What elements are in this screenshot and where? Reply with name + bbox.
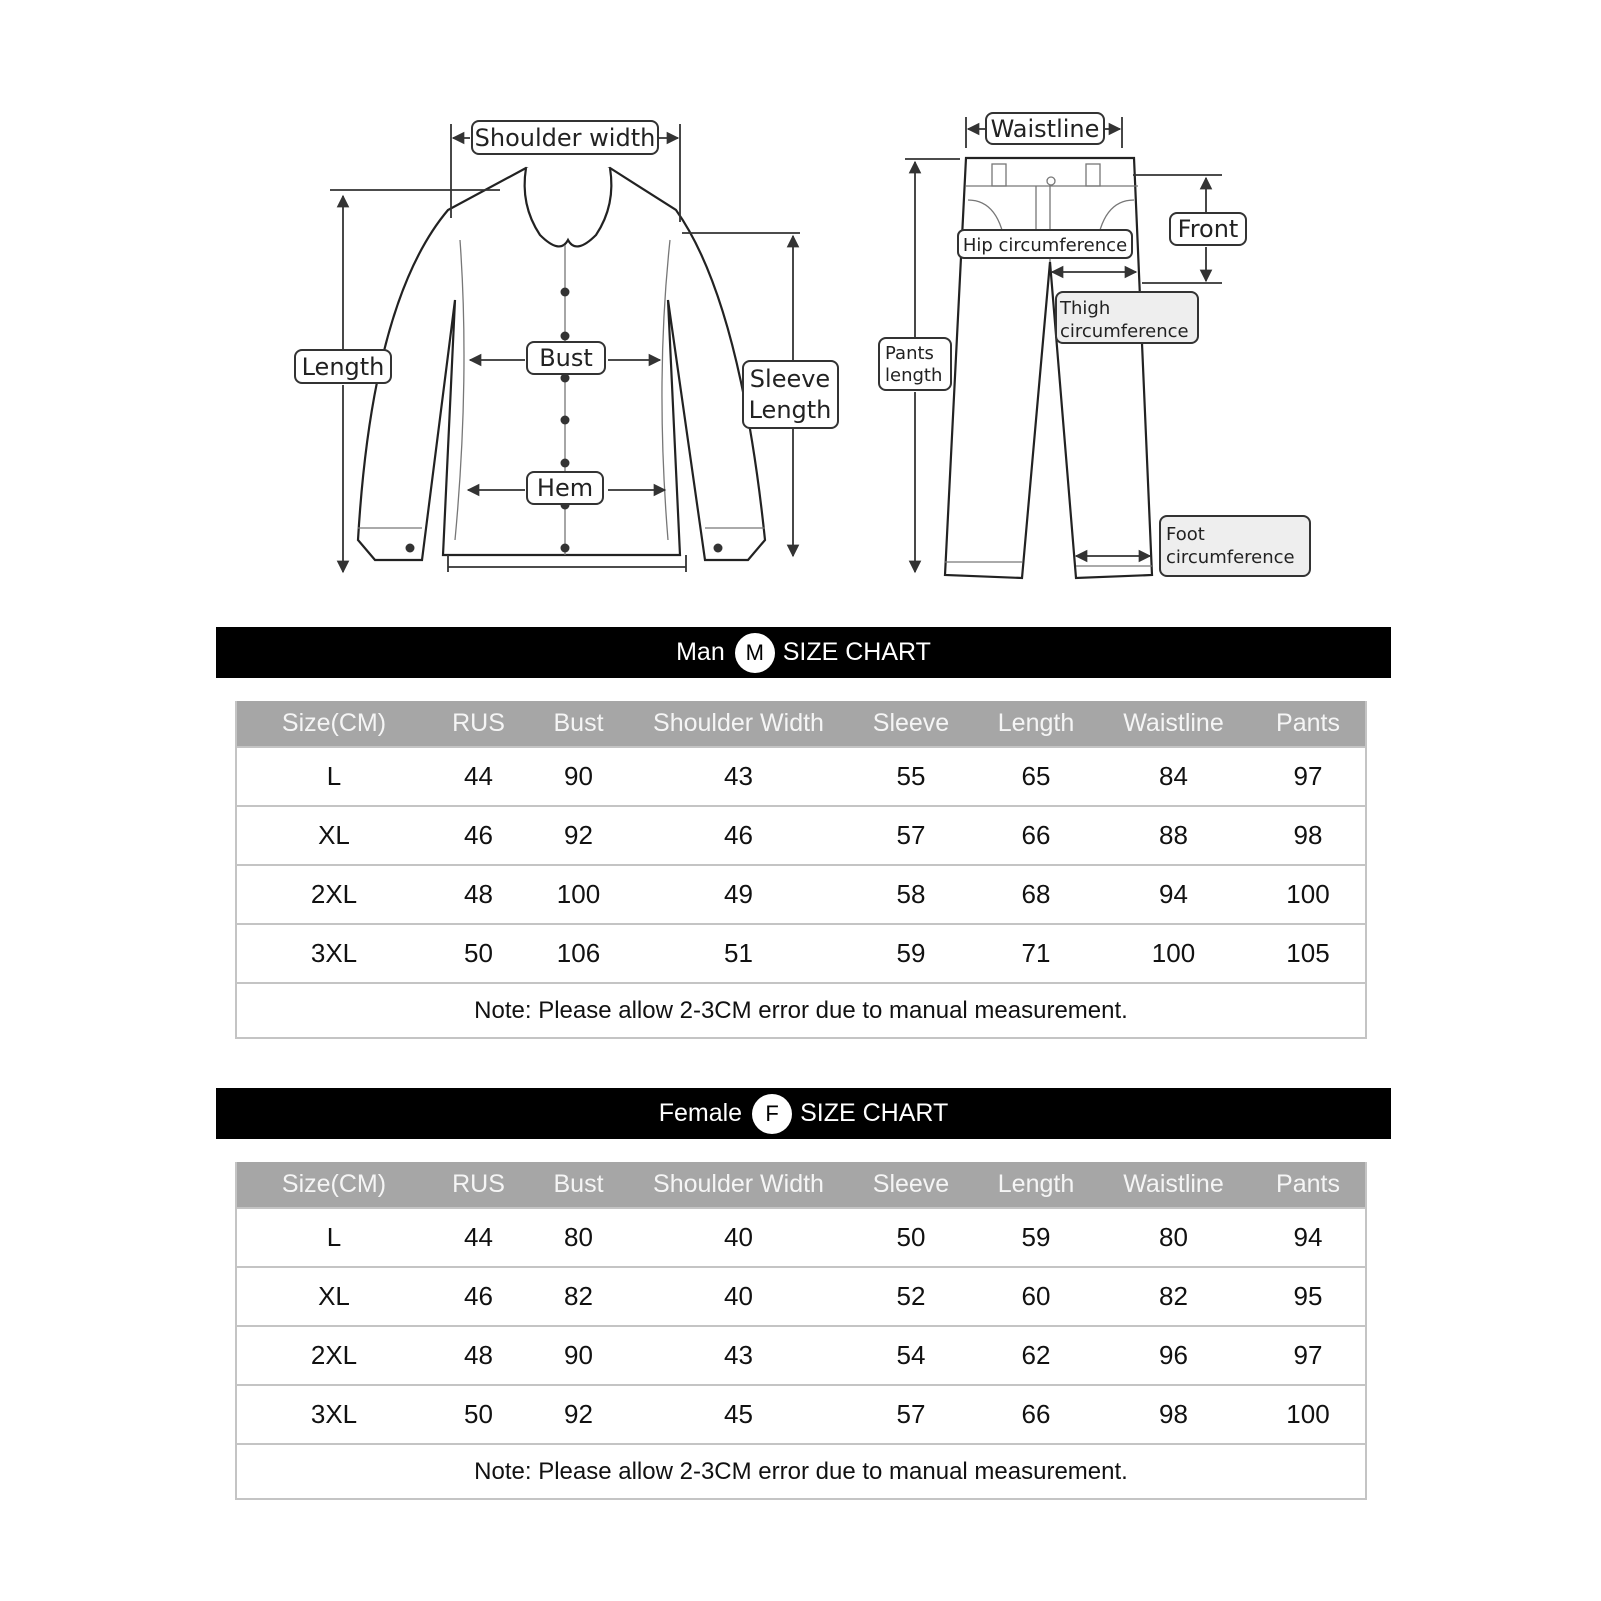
cell-size: 3XL bbox=[236, 1385, 431, 1444]
cell-sleeve: 50 bbox=[846, 1208, 976, 1267]
header-pants: Pants bbox=[1251, 701, 1366, 747]
table-row bbox=[236, 1326, 1366, 1385]
header-bust: Bust bbox=[526, 1162, 631, 1208]
cell-waistline: 82 bbox=[1096, 1267, 1251, 1326]
cell-bust: 90 bbox=[526, 1326, 631, 1385]
cell-shoulder-width: 43 bbox=[631, 747, 846, 806]
cell-bust: 82 bbox=[526, 1267, 631, 1326]
man-size-chart-banner bbox=[216, 627, 1391, 678]
header-pants: Pants bbox=[1251, 1162, 1366, 1208]
cell-rus: 50 bbox=[431, 924, 526, 983]
label-hem bbox=[527, 472, 603, 504]
cell-bust: 90 bbox=[526, 747, 631, 806]
table-row bbox=[236, 1208, 1366, 1267]
female-size-table bbox=[235, 1162, 1367, 1500]
cell-pants: 100 bbox=[1251, 865, 1366, 924]
female-title-prefix: Female bbox=[658, 1099, 743, 1127]
table-row bbox=[236, 924, 1366, 983]
header-length: Length bbox=[976, 701, 1096, 747]
table-row bbox=[236, 1267, 1366, 1326]
pants-illustration bbox=[945, 158, 1152, 578]
female-badge: F bbox=[752, 1094, 792, 1134]
cell-rus: 48 bbox=[431, 1326, 526, 1385]
label-pants-length bbox=[879, 338, 951, 390]
man-note: Note: Please allow 2-3CM error due to manual measurement. bbox=[236, 983, 1366, 1038]
cell-sleeve: 52 bbox=[846, 1267, 976, 1326]
cell-waistline: 98 bbox=[1096, 1385, 1251, 1444]
header-rus: RUS bbox=[431, 1162, 526, 1208]
cell-length: 71 bbox=[976, 924, 1096, 983]
cell-length: 68 bbox=[976, 865, 1096, 924]
header-length: Length bbox=[976, 1162, 1096, 1208]
cell-rus: 50 bbox=[431, 1385, 526, 1444]
cell-rus: 48 bbox=[431, 865, 526, 924]
label-front bbox=[1170, 213, 1246, 245]
cell-bust: 92 bbox=[526, 1385, 631, 1444]
female-title-suffix: SIZE CHART bbox=[800, 1099, 949, 1127]
man-title-suffix: SIZE CHART bbox=[782, 638, 931, 666]
table-row bbox=[236, 806, 1366, 865]
cell-sleeve: 57 bbox=[846, 1385, 976, 1444]
cell-shoulder-width: 43 bbox=[631, 1326, 846, 1385]
cell-shoulder-width: 40 bbox=[631, 1208, 846, 1267]
cell-pants: 97 bbox=[1251, 1326, 1366, 1385]
header-rus: RUS bbox=[431, 701, 526, 747]
label-hip-circumference bbox=[958, 230, 1132, 258]
cell-bust: 100 bbox=[526, 865, 631, 924]
header-shoulder-width: Shoulder Width bbox=[631, 1162, 846, 1208]
cell-size: XL bbox=[236, 806, 431, 865]
header-waistline: Waistline bbox=[1096, 1162, 1251, 1208]
cell-rus: 44 bbox=[431, 747, 526, 806]
cell-waistline: 96 bbox=[1096, 1326, 1251, 1385]
cell-sleeve: 58 bbox=[846, 865, 976, 924]
header-sleeve: Sleeve bbox=[846, 1162, 976, 1208]
label-foot-circumference bbox=[1160, 516, 1310, 576]
svg-text:Waistline: Waistline bbox=[990, 115, 1100, 143]
label-shoulder-width bbox=[472, 121, 658, 154]
cell-pants: 98 bbox=[1251, 806, 1366, 865]
cell-sleeve: 55 bbox=[846, 747, 976, 806]
header-bust: Bust bbox=[526, 701, 631, 747]
cell-length: 62 bbox=[976, 1326, 1096, 1385]
cell-bust: 80 bbox=[526, 1208, 631, 1267]
man-title-prefix: Man bbox=[676, 638, 725, 666]
female-header-row bbox=[236, 1162, 1366, 1208]
table-row bbox=[236, 865, 1366, 924]
cell-pants: 95 bbox=[1251, 1267, 1366, 1326]
table-row bbox=[236, 1385, 1366, 1444]
cell-waistline: 80 bbox=[1096, 1208, 1251, 1267]
female-size-chart-banner bbox=[216, 1088, 1391, 1139]
cell-bust: 92 bbox=[526, 806, 631, 865]
cell-size: XL bbox=[236, 1267, 431, 1326]
cell-shoulder-width: 46 bbox=[631, 806, 846, 865]
svg-text:Foot: Foot bbox=[1166, 524, 1205, 545]
svg-text:Thigh: Thigh bbox=[1060, 298, 1111, 319]
svg-text:Sleeve: Sleeve bbox=[749, 365, 831, 393]
cell-pants: 100 bbox=[1251, 1385, 1366, 1444]
label-thigh-circumference bbox=[1056, 292, 1198, 343]
label-length bbox=[295, 350, 391, 383]
label-sleeve-length bbox=[743, 361, 838, 428]
man-badge: M bbox=[735, 633, 775, 673]
cell-waistline: 100 bbox=[1096, 924, 1251, 983]
cell-size: L bbox=[236, 1208, 431, 1267]
cell-length: 59 bbox=[976, 1208, 1096, 1267]
cell-size: 3XL bbox=[236, 924, 431, 983]
cell-rus: 44 bbox=[431, 1208, 526, 1267]
label-waistline bbox=[986, 113, 1104, 144]
cell-pants: 97 bbox=[1251, 747, 1366, 806]
header-sleeve: Sleeve bbox=[846, 701, 976, 747]
svg-text:Length: Length bbox=[301, 353, 385, 381]
female-note: Note: Please allow 2-3CM error due to manual measurement. bbox=[236, 1444, 1366, 1499]
cell-rus: 46 bbox=[431, 806, 526, 865]
svg-text:Shoulder width: Shoulder width bbox=[474, 124, 656, 152]
man-size-table bbox=[235, 701, 1367, 1039]
cell-sleeve: 59 bbox=[846, 924, 976, 983]
svg-text:Pants: Pants bbox=[885, 343, 934, 364]
cell-length: 65 bbox=[976, 747, 1096, 806]
cell-size: 2XL bbox=[236, 865, 431, 924]
cell-pants: 105 bbox=[1251, 924, 1366, 983]
header-size: Size(CM) bbox=[236, 1162, 431, 1208]
man-note-row bbox=[236, 983, 1366, 1038]
cell-rus: 46 bbox=[431, 1267, 526, 1326]
cell-sleeve: 54 bbox=[846, 1326, 976, 1385]
svg-text:Length: Length bbox=[748, 396, 832, 424]
svg-text:Hem: Hem bbox=[536, 474, 594, 502]
label-bust bbox=[527, 342, 605, 374]
svg-text:length: length bbox=[885, 365, 943, 386]
cell-waistline: 84 bbox=[1096, 747, 1251, 806]
svg-text:Bust: Bust bbox=[539, 344, 593, 372]
cell-sleeve: 57 bbox=[846, 806, 976, 865]
header-shoulder-width: Shoulder Width bbox=[631, 701, 846, 747]
cell-length: 66 bbox=[976, 806, 1096, 865]
cell-shoulder-width: 40 bbox=[631, 1267, 846, 1326]
cell-shoulder-width: 45 bbox=[631, 1385, 846, 1444]
cell-size: L bbox=[236, 747, 431, 806]
female-note-row bbox=[236, 1444, 1366, 1499]
svg-text:circumference: circumference bbox=[1060, 321, 1189, 342]
cell-size: 2XL bbox=[236, 1326, 431, 1385]
header-waistline: Waistline bbox=[1096, 701, 1251, 747]
man-header-row bbox=[236, 701, 1366, 747]
table-row bbox=[236, 747, 1366, 806]
cell-waistline: 94 bbox=[1096, 865, 1251, 924]
cell-pants: 94 bbox=[1251, 1208, 1366, 1267]
cell-length: 60 bbox=[976, 1267, 1096, 1326]
header-size: Size(CM) bbox=[236, 701, 431, 747]
cell-shoulder-width: 49 bbox=[631, 865, 846, 924]
cell-shoulder-width: 51 bbox=[631, 924, 846, 983]
svg-text:circumference: circumference bbox=[1166, 547, 1295, 568]
svg-text:Hip circumference: Hip circumference bbox=[962, 235, 1128, 256]
cell-bust: 106 bbox=[526, 924, 631, 983]
cell-waistline: 88 bbox=[1096, 806, 1251, 865]
svg-text:Front: Front bbox=[1177, 215, 1239, 243]
measurement-diagram bbox=[0, 0, 1601, 600]
cell-length: 66 bbox=[976, 1385, 1096, 1444]
